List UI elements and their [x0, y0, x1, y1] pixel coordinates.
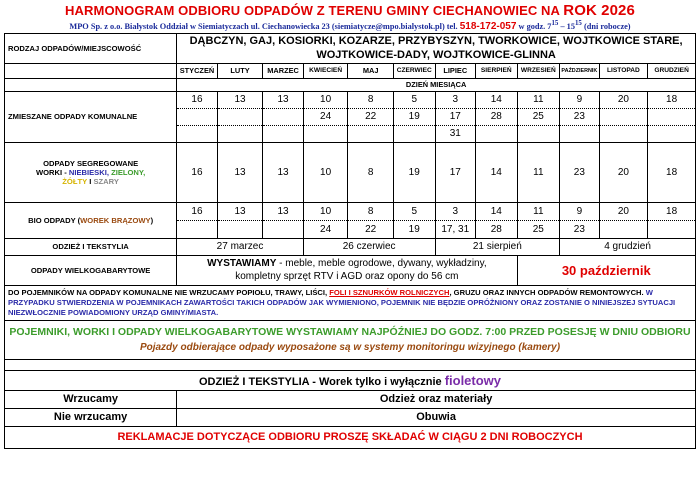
day-cell: 19 — [393, 220, 435, 238]
month-header: MAJ — [348, 63, 394, 78]
day-cell: 31 — [435, 125, 476, 142]
bulky-label: ODPADY WIELKOGABARYTOWE — [5, 255, 177, 285]
bulky-date: 30 październik — [517, 255, 695, 285]
day-cell — [263, 108, 304, 125]
textile-date: 27 marzec — [177, 238, 304, 255]
day-cell: 8 — [348, 142, 394, 202]
day-cell: 23 — [560, 108, 600, 125]
note-rules-a: DO POJEMNIKÓW NA ODPADY KOMUNALNE NIE WRZUCAMY POPIOŁU, TRAWY, LIŚCI, — [8, 287, 328, 297]
segregated-label — [5, 142, 177, 202]
day-cell: 20 — [599, 202, 648, 220]
day-cell: 23 — [560, 220, 600, 238]
day-cell: 11 — [517, 91, 560, 108]
day-cell: 9 — [560, 91, 600, 108]
day-cell: 23 — [560, 142, 600, 202]
day-cell: 3 — [435, 91, 476, 108]
day-cell — [648, 108, 696, 125]
header — [4, 3, 696, 33]
seg-yellow: ŻÓŁTY — [62, 176, 88, 186]
seg-label-line1: ODPADY SEGREGOWANE — [43, 158, 139, 168]
day-cell — [648, 220, 696, 238]
day-cell — [177, 125, 218, 142]
company-info — [4, 18, 696, 33]
day-cell: 11 — [517, 202, 560, 220]
bio-label-text: BIO ODPADY ( — [28, 215, 81, 225]
textile-label: ODZIEŻ I TEKSTYLIA — [5, 238, 177, 255]
day-cell: 10 — [303, 142, 348, 202]
spacer-row — [5, 359, 696, 370]
day-cell: 20 — [599, 142, 648, 202]
day-cell: 5 — [393, 202, 435, 220]
month-header: CZERWIEC — [393, 63, 435, 78]
year-text: ROK 2026 — [563, 2, 635, 19]
note-deadline-green: POJEMNIKI, WORKI I ODPADY WIELKOGABARYTOWE WYSTAWIAMY NAJPÓŹNIEJ DO GODZ. 7:00 PRZED POSESJĘ W DNIU ODBIORU — [9, 325, 691, 338]
seg-label-line2: WORKI - — [35, 167, 67, 177]
day-cell: 13 — [217, 91, 263, 108]
day-cell: 11 — [517, 142, 560, 202]
month-header: PAŹDZIERNIK — [560, 63, 600, 78]
seg-green: ZIELONY, — [111, 167, 146, 177]
note-deadline-brown: Pojazdy odbierające odpady wyposażone są w systemy monitoringu wizyjnego (kamery) — [139, 341, 561, 353]
day-cell — [217, 125, 263, 142]
month-header: MARZEC — [263, 63, 304, 78]
note-rules-blue: W PRZYPADKU STWIERDZENIA W POJEMNIKACH ZAWARTOŚCI TAKICH ODPADÓW JAK WYMIENIONO, POJEMNIK NIE BĘDZIE OPRÓŻNIONY ORAZ ZOSTANIE O NINIEJSZEJ SYTUACJI NIEZWŁOCZNIE POWIADOMIONY URZĄD GMINY/MIASTA. — [8, 287, 676, 317]
day-cell: 28 — [476, 220, 518, 238]
day-cell: 14 — [476, 202, 518, 220]
day-cell: 25 — [517, 108, 560, 125]
day-cell: 9 — [560, 202, 600, 220]
day-cell: 13 — [217, 142, 263, 202]
day-cell — [177, 220, 218, 238]
months-row — [5, 63, 696, 78]
day-cell: 18 — [648, 91, 696, 108]
hours-sup-2: 15 — [574, 20, 582, 27]
nothrow-value: Obuwia — [177, 408, 696, 426]
seg-grey: SZARY — [93, 176, 119, 186]
day-cell: 13 — [263, 202, 304, 220]
note-rules — [5, 285, 696, 320]
month-header: GRUDZIEŃ — [648, 63, 696, 78]
day-cell: 13 — [217, 202, 263, 220]
textile-box-title-text: ODZIEŻ I TEKSTYLIA - Worek tylko i wyłącznie — [198, 375, 442, 388]
day-cell: 13 — [263, 91, 304, 108]
month-header: LIPIEC — [435, 63, 476, 78]
day-cell: 14 — [476, 142, 518, 202]
day-cell — [560, 125, 600, 142]
bio-brown: WOREK BRĄZOWY — [80, 215, 151, 225]
day-cell: 8 — [348, 202, 394, 220]
schedule-page — [4, 3, 696, 449]
day-cell: 28 — [476, 108, 518, 125]
day-cell: 16 — [177, 91, 218, 108]
textile-box-purple: fioletowy — [444, 372, 502, 388]
textile-date: 21 sierpień — [435, 238, 560, 255]
blank-cell — [5, 78, 177, 91]
day-cell: 19 — [393, 108, 435, 125]
day-cell: 10 — [303, 202, 348, 220]
schedule-table — [4, 33, 696, 449]
day-cell: 22 — [348, 220, 394, 238]
note-deadline — [5, 320, 696, 359]
day-cell: 10 — [303, 91, 348, 108]
footer-complaints: REKLAMACJE DOTYCZĄCE ODBIORU PROSZĘ SKŁADAĆ W CIĄGU 2 DNI ROBOCZYCH — [5, 426, 696, 448]
month-header: WRZESIEŃ — [517, 63, 560, 78]
bio-close: ) — [150, 215, 154, 225]
blank-cell — [5, 63, 177, 78]
month-header: STYCZEŃ — [177, 63, 218, 78]
day-cell — [648, 125, 696, 142]
day-cell: 17 — [435, 108, 476, 125]
day-cell — [263, 220, 304, 238]
day-cell: 14 — [476, 91, 518, 108]
bio-label — [5, 202, 177, 238]
textile-date: 26 czerwiec — [303, 238, 435, 255]
nothrow-label: Nie wrzucamy — [5, 408, 177, 426]
day-cell — [599, 108, 648, 125]
textile-box-title — [5, 370, 696, 390]
day-cell — [599, 220, 648, 238]
bulky-description — [177, 255, 517, 285]
hours-mid: – 15 — [558, 21, 575, 31]
day-cell: 5 — [393, 91, 435, 108]
day-cell: 13 — [263, 142, 304, 202]
day-cell — [476, 125, 518, 142]
day-cell — [393, 125, 435, 142]
bulky-text: - meble, meble ogrodowe, dywany, wykładziny, kompletny sprzęt RTV i AGD oraz opony do 56 cm — [235, 258, 487, 283]
seg-blue: NIEBIESKI, — [68, 167, 109, 177]
day-cell: 18 — [648, 142, 696, 202]
day-cell — [599, 125, 648, 142]
day-cell: 22 — [348, 108, 394, 125]
bulky-bold: WYSTAWIAMY — [207, 258, 277, 270]
day-cell: 24 — [303, 220, 348, 238]
phone-number: 518-172-057 — [459, 20, 517, 32]
page-title — [4, 3, 696, 18]
day-cell — [263, 125, 304, 142]
hours-text: w godz. 7 — [518, 21, 552, 31]
day-header: DZIEŃ MIESIĄCA — [177, 78, 696, 91]
textile-date: 4 grudzień — [560, 238, 696, 255]
month-header: LISTOPAD — [599, 63, 648, 78]
day-cell — [517, 125, 560, 142]
throw-label: Wrzucamy — [5, 390, 177, 408]
mixed-waste-label: ZMIESZANE ODPADY KOMUNALNE — [5, 91, 177, 142]
note-rules-red: FOLI I SZNURKÓW ROLNICZYCH — [329, 287, 450, 297]
day-cell: 17, 31 — [435, 220, 476, 238]
day-cell: 25 — [517, 220, 560, 238]
day-cell — [303, 125, 348, 142]
day-cell: 16 — [177, 202, 218, 220]
col-header: RODZAJ ODPADÓW/MIEJSCOWOŚĆ — [5, 33, 177, 63]
title-text: HARMONOGRAM ODBIORU ODPADÓW Z TERENU GMINY CIECHANOWIEC NA — [65, 3, 560, 18]
throw-value: Odzież oraz materiały — [177, 390, 696, 408]
seg-i: I — [89, 176, 92, 186]
day-cell: 17 — [435, 142, 476, 202]
month-header: SIERPIEŃ — [476, 63, 518, 78]
day-cell — [217, 220, 263, 238]
month-header: LUTY — [217, 63, 263, 78]
day-cell: 8 — [348, 91, 394, 108]
hours-sup-1: 15 — [551, 20, 559, 27]
day-cell: 24 — [303, 108, 348, 125]
note-rules-b: , GRUZU ORAZ INNYCH ODPADÓW REMONTOWYCH. — [449, 287, 644, 297]
day-cell: 18 — [648, 202, 696, 220]
company-text: MPO Sp. z o.o. Białystok Oddział w Siemiatyczach ul. Ciechanowiecka 23 (siemiatycze@mpo.bialystok.pl) tel. — [69, 21, 458, 31]
month-header: KWIECIEŃ — [303, 63, 348, 78]
day-cell: 20 — [599, 91, 648, 108]
day-cell: 16 — [177, 142, 218, 202]
locations: DĄBCZYN, GAJ, KOSIORKI, KOZARZE, PRZYBYSZYN, TWORKOWICE, WOJTKOWICE STARE, WOJTKOWICE-DADY, WOJTKOWICE-GLINNA — [177, 33, 696, 63]
day-cell — [217, 108, 263, 125]
day-cell: 19 — [393, 142, 435, 202]
hours-end: (dni robocze) — [581, 21, 631, 31]
day-cell — [348, 125, 394, 142]
day-cell — [177, 108, 218, 125]
day-cell: 3 — [435, 202, 476, 220]
